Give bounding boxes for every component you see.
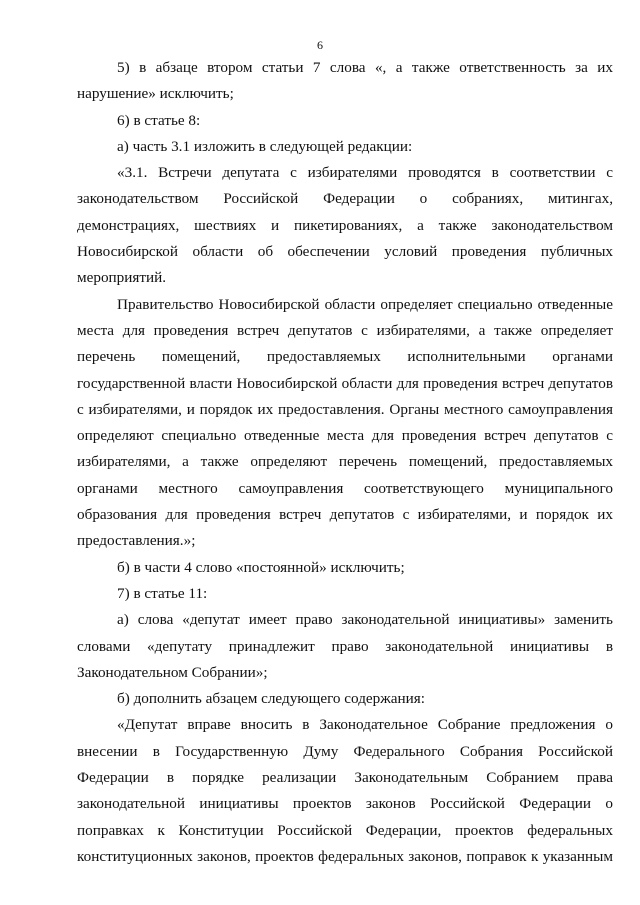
paragraph-quote-3-1: «3.1. Встречи депутата с избирателями проводятся в соответствии с законодательством Российской Федерации о собраниях, митингах, демонстрациях, шествиях и пикетированиях, а также законодательством Новосибирской области об обеспечении условий проведения публичных мероприятий. xyxy=(77,164,613,287)
paragraph-subitem-7a: а) слова «депутат имеет право законодательной инициативы» заменить словами «депутату принадлежит право законодательной инициативы в Законодательном Собрании»; xyxy=(77,611,613,681)
paragraph-item-7: 7) в статье 11: xyxy=(117,584,208,602)
paragraph-subitem-7b: б) дополнить абзацем следующего содержания: xyxy=(117,690,425,708)
paragraph-item-6: 6) в статье 8: xyxy=(117,111,201,129)
paragraph-item-5: 5) в абзаце втором статьи 7 слова «, а также ответственность за их нарушение» исключить; xyxy=(77,59,613,103)
page-number: 6 xyxy=(317,38,323,52)
paragraph-government-places: Правительство Новосибирской области определяет специально отведенные места для проведения встреч депутатов с избирателями, а также определяет перечень помещений, предоставляемых исполнительными органами государственной власти Новосибирской области для проведения встреч депутатов с избирателями, и порядок их предоставления. Органы местного самоуправления определяют специально отведенные места для проведения встреч депутатов с избирателями, а также определяют перечень помещений, предоставляемых органами местного самоуправления соответствующего муниципального образования для проведения встреч депутатов с избирателями, и порядок их предоставления.»; xyxy=(77,295,613,550)
document-body xyxy=(77,55,613,870)
paragraph-subitem-6a: а) часть 3.1 изложить в следующей редакции: xyxy=(117,137,413,155)
paragraph-subitem-6b: б) в части 4 слово «постоянной» исключить; xyxy=(117,558,405,576)
paragraph-quote-deputy-proposals: «Депутат вправе вносить в Законодательное Собрание предложения о внесении в Государственную Думу Федерального Собрания Российской Федерации в порядке реализации Законодательным Собранием права законодательной инициативы проектов законов Российской Федерации о поправках к Конституции Российской Федерации, проектов федеральных конституционных законов, проектов федеральных законов, поправок к указанным xyxy=(77,716,613,865)
